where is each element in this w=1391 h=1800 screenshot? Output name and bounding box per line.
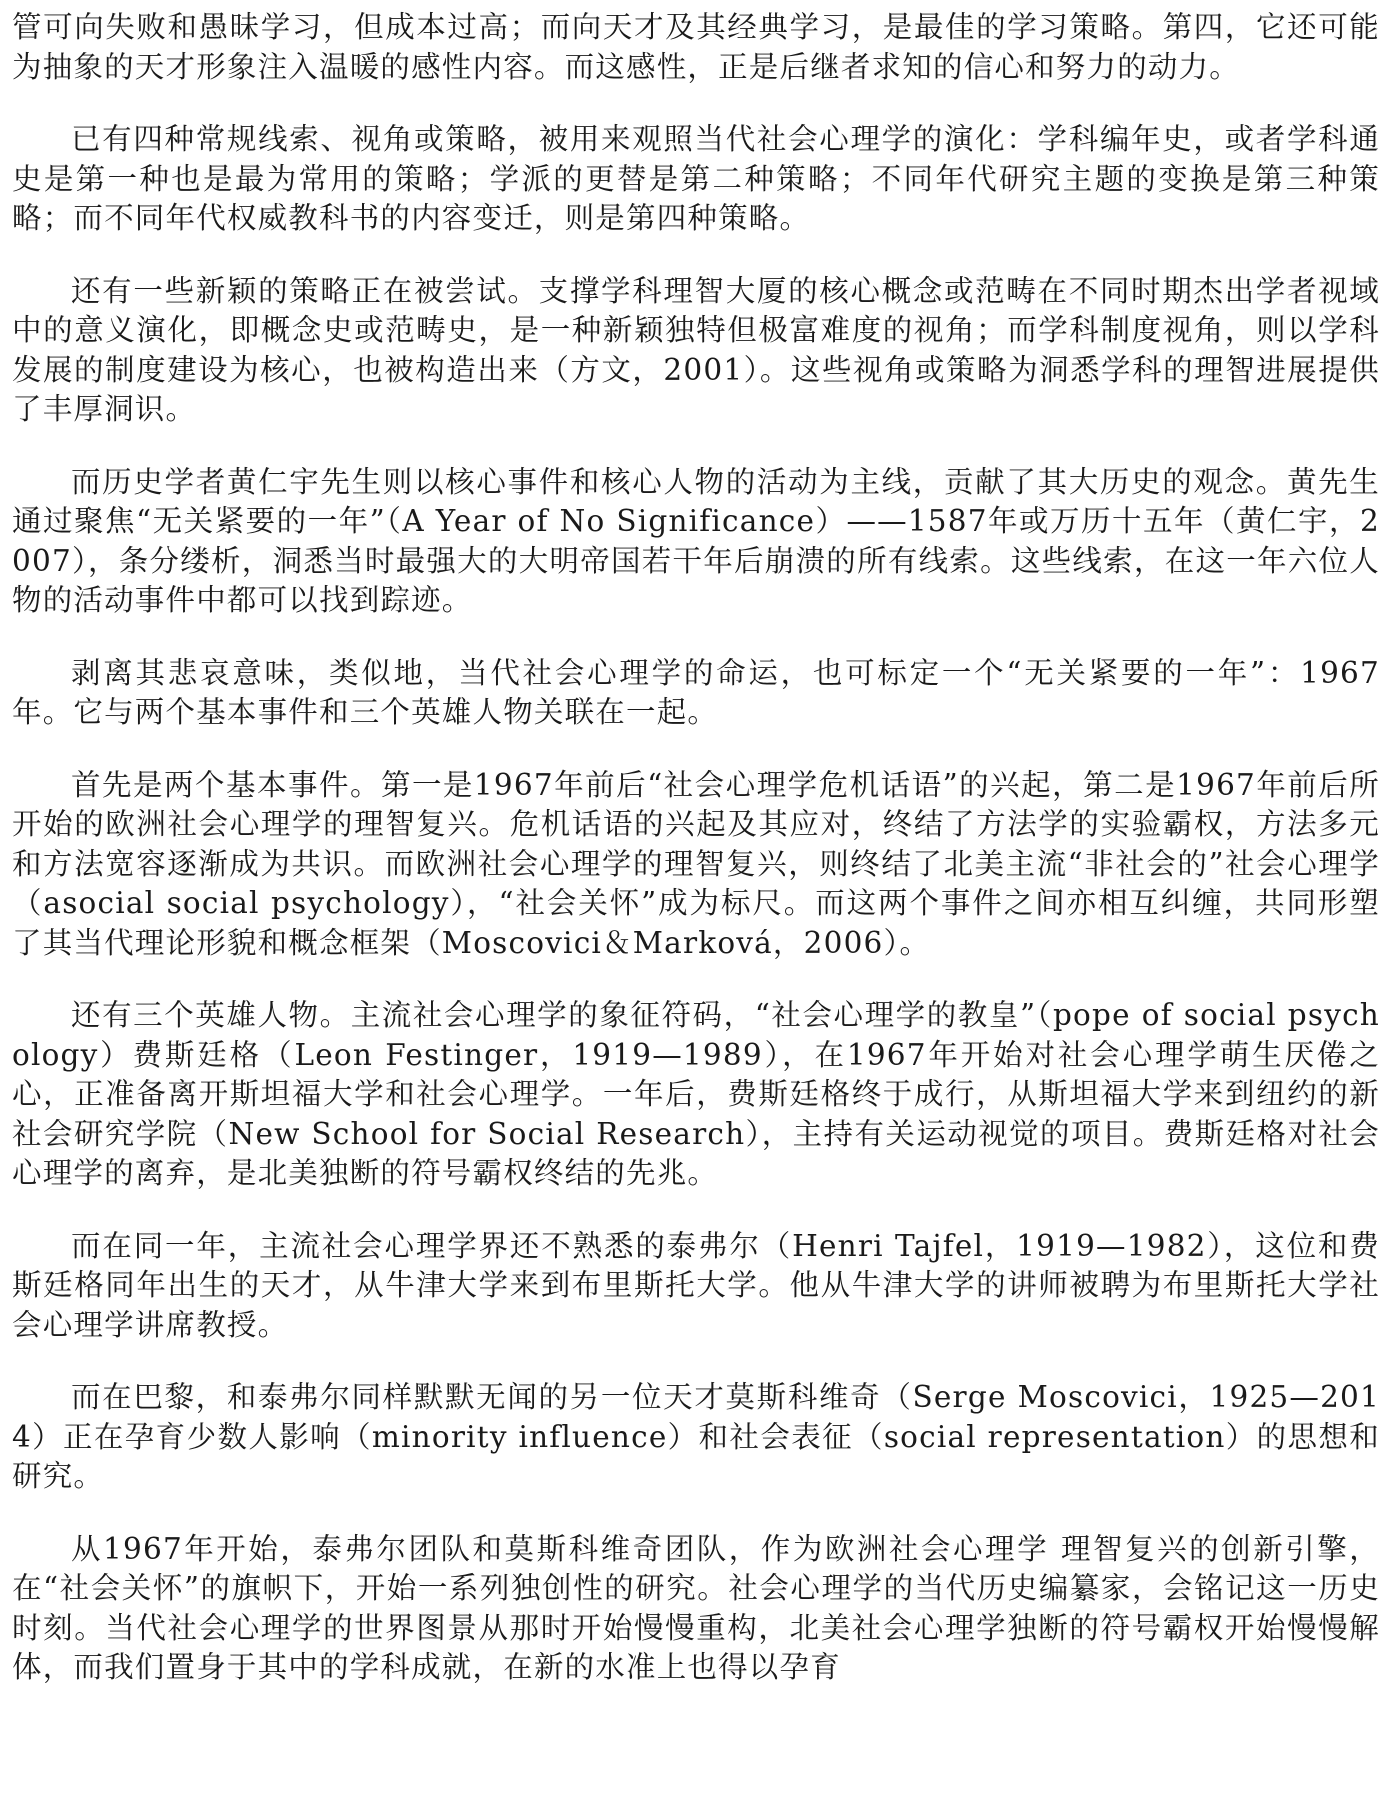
paragraph-4: 而历史学者黄仁宇先生则以核心事件和核心人物的活动为主线，贡献了其大历史的观念。黄先生通过聚焦“无关紧要的一年”（A Year of No Significance）——1587年或万历十五年（黄仁宇，2007），条分缕析，洞悉当时最强大的大明帝国若干年后崩溃的所有线索。这些线索，在这一年六位人物的活动事件中都可以找到踪迹。 <box>12 464 1380 617</box>
paragraph-2: 已有四种常规线索、视角或策略，被用来观照当代社会心理学的演化：学科编年史，或者学科通史是第一种也是最为常用的策略；学派的更替是第二种策略；不同年代研究主题的变换是第三种策略；而不同年代权威教科书的内容变迁，则是第四种策略。 <box>12 122 1380 235</box>
paragraph-1: 管可向失败和愚昧学习，但成本过高；而向天才及其经典学习，是最佳的学习策略。第四，它还可能为抽象的天才形象注入温暖的感性内容。而这感性，正是后继者求知的信心和努力的动力。 <box>12 10 1380 84</box>
paragraph-9: 而在巴黎，和泰弗尔同样默默无闻的另一位天才莫斯科维奇（Serge Moscovici，1925—2014）正在孕育少数人影响（minority influence）和社会表征（social representation）的思想和研究。 <box>12 1380 1380 1493</box>
paragraph-6: 首先是两个基本事件。第一是1967年前后“社会心理学危机话语”的兴起，第二是1967年前后所开始的欧洲社会心理学的理智复兴。危机话语的兴起及其应对，终结了方法学的实验霸权，方法多元和方法宽容逐渐成为共识。而欧洲社会心理学的理智复兴，则终结了北美主流“非社会的”社会心理学（asocial social psychology），“社会关怀”成为标尺。而这两个事件之间亦相互纠缠，共同形塑了其当代理论形貌和概念框架（Moscovici＆Marková，2006）。 <box>12 767 1380 960</box>
paragraph-10: 从1967年开始，泰弗尔团队和莫斯科维奇团队，作为欧洲社会心理学 理智复兴的创新引擎，在“社会关怀”的旗帜下，开始一系列独创性的研究。社会心理学的当代历史编纂家，会铭记这一历史时刻。当代社会心理学的世界图景从那时开始慢慢重构，北美社会心理学独断的符号霸权开始慢慢解体，而我们置身于其中的学科成就，在新的水准上也得以孕育 <box>12 1531 1380 1684</box>
paragraph-3: 还有一些新颖的策略正在被尝试。支撑学科理智大厦的核心概念或范畴在不同时期杰出学者视域中的意义演化，即概念史或范畴史，是一种新颖独特但极富难度的视角；而学科制度视角，则以学科发展的制度建设为核心，也被构造出来（方文，2001）。这些视角或策略为洞悉学科的理智进展提供了丰厚洞识。 <box>12 273 1380 426</box>
paragraph-7: 还有三个英雄人物。主流社会心理学的象征符码，“社会心理学的教皇”（pope of social psychology）费斯廷格（Leon Festinger，1919—1989），在1967年开始对社会心理学萌生厌倦之心，正准备离开斯坦福大学和社会心理学。一年后，费斯廷格终于成行，从斯坦福大学来到纽约的新社会研究学院（New School for Social Research），主持有关运动视觉的项目。费斯廷格对社会心理学的离弃，是北美独断的符号霸权终结的先兆。 <box>12 998 1380 1190</box>
document-page <box>12 8 1380 1721</box>
paragraph-8: 而在同一年，主流社会心理学界还不熟悉的泰弗尔（Henri Tajfel，1919—1982），这位和费斯廷格同年出生的天才，从牛津大学来到布里斯托大学。他从牛津大学的讲师被聘为布里斯托大学社会心理学讲席教授。 <box>12 1228 1380 1342</box>
paragraph-5: 剥离其悲哀意味，类似地，当代社会心理学的命运，也可标定一个“无关紧要的一年”：1967年。它与两个基本事件和三个英雄人物关联在一起。 <box>12 655 1380 729</box>
